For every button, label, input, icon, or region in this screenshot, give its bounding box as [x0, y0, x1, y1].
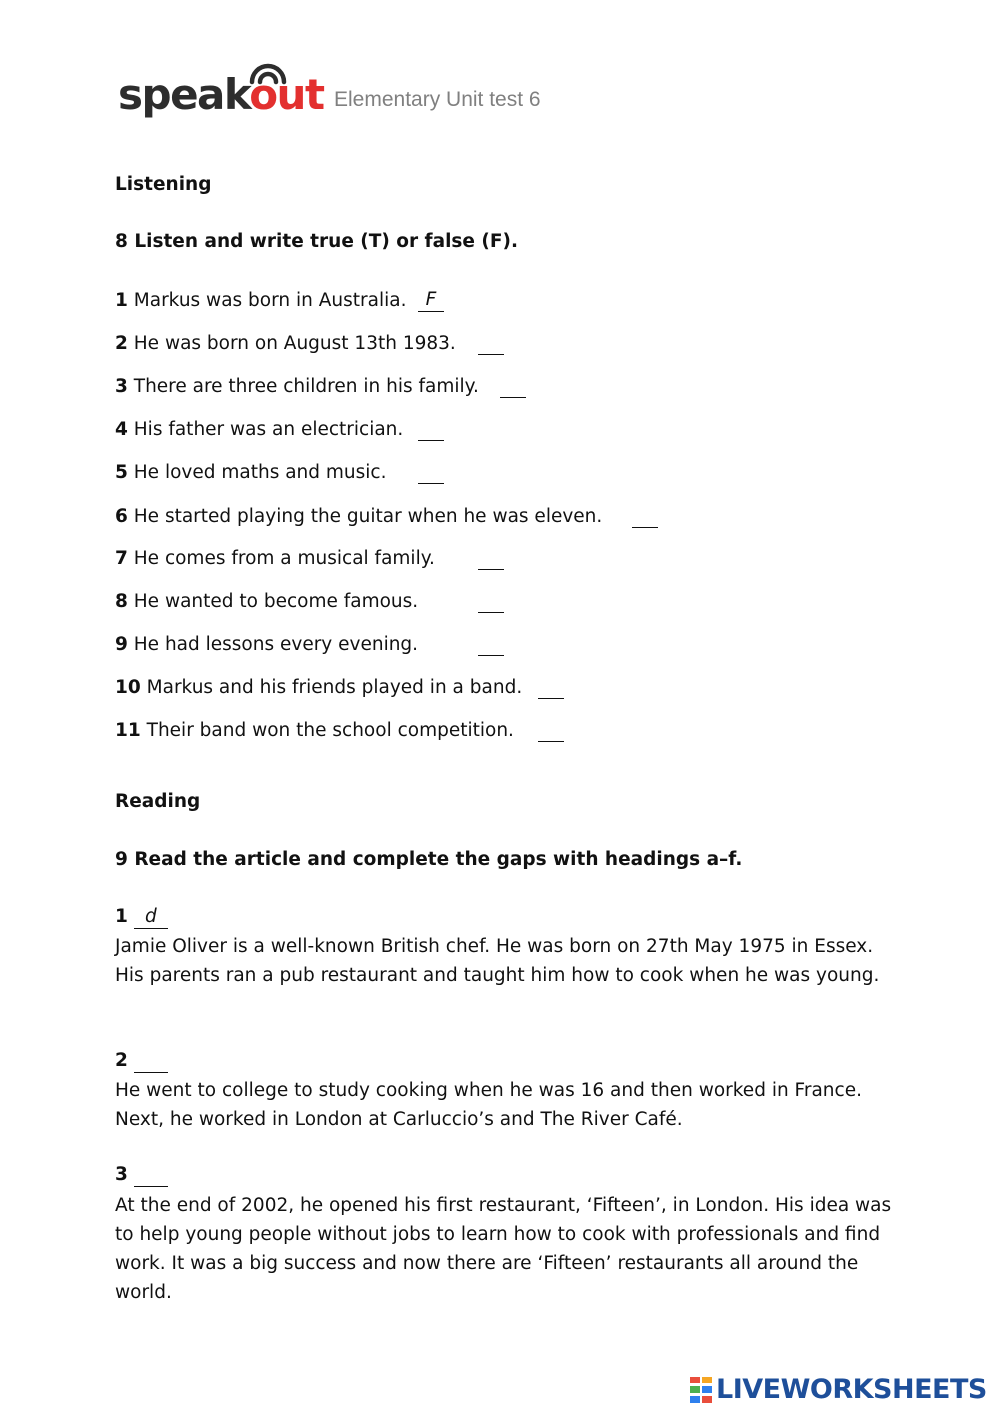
item-statement: Markus was born in Australia. [133, 290, 407, 311]
liveworksheets-text: LIVEWORKSHEETS [716, 1374, 987, 1405]
paragraph-gap [115, 1164, 168, 1188]
item-statement: He wanted to become famous. [133, 591, 419, 612]
paragraph-number: 1 [115, 906, 128, 927]
item-number: 8 [115, 591, 128, 612]
answer-blank[interactable] [632, 505, 658, 528]
item-statement: He was born on August 13th 1983. [133, 333, 456, 354]
item-statement: He loved maths and music. [133, 462, 387, 483]
listening-item [115, 590, 418, 614]
heading-answer-blank[interactable] [134, 1164, 168, 1187]
item-number: 1 [115, 290, 128, 311]
reading-instruction: 9 Read the article and complete the gaps with headings a–f. [115, 849, 743, 870]
listening-item [115, 719, 514, 743]
item-number: 9 [115, 634, 128, 655]
wm-square-2 [702, 1377, 712, 1383]
listening-item [115, 461, 386, 485]
item-statement: There are three children in his family. [133, 376, 479, 397]
listening-item [115, 289, 437, 313]
answer-blank[interactable] [418, 461, 444, 484]
item-number: 10 [115, 677, 141, 698]
listening-instruction: 8 Listen and write true (T) or false (F). [115, 231, 518, 252]
item-number: 3 [115, 376, 128, 397]
paragraph-gap [115, 1050, 168, 1074]
answer-blank[interactable] [478, 590, 504, 613]
listening-item [115, 418, 403, 442]
item-number: 2 [115, 333, 128, 354]
paragraph-text: He went to college to study cooking when he was 16 and then worked in France. Next, he worked in London at Carluccio’s and The River Café. [115, 1080, 862, 1130]
wm-square-4 [702, 1386, 712, 1393]
answer-blank[interactable] [538, 719, 564, 742]
answer-blank[interactable] [418, 418, 444, 441]
item-statement: He had lessons every evening. [133, 634, 419, 655]
listening-item [115, 375, 479, 399]
heading-answer-blank[interactable] [134, 1050, 168, 1073]
item-statement: His father was an electrician. [133, 419, 404, 440]
listening-item [115, 547, 435, 571]
paragraph-text: Jamie Oliver is a well-known British chef. He was born on 27th May 1975 in Essex. His parents ran a pub restaurant and taught him how to cook when he was young. [115, 936, 880, 986]
item-statement: Markus and his friends played in a band. [146, 677, 523, 698]
listening-item [115, 332, 456, 356]
item-statement: He comes from a musical family. [133, 548, 435, 569]
answer-blank[interactable] [478, 332, 504, 355]
logo-speak: speak [118, 70, 250, 119]
heading-answer-blank[interactable]: d [134, 906, 168, 929]
item-number: 11 [115, 720, 141, 741]
liveworksheets-logo-icon [690, 1377, 714, 1403]
item-number: 4 [115, 419, 128, 440]
paragraph-text: At the end of 2002, he opened his first restaurant, ‘Fifteen’, in London. His idea was to help young people without jobs to learn how to cook with professionals and find work. It was a big success and now there are ‘Fifteen’ restaurants all around the world. [115, 1195, 892, 1303]
wm-square-3 [690, 1386, 700, 1393]
answer-blank[interactable] [538, 676, 564, 699]
answer-blank[interactable] [500, 375, 526, 398]
answer-blank[interactable] [478, 633, 504, 656]
paragraph-gap [115, 906, 168, 930]
listening-item [115, 676, 522, 700]
listening-item [115, 505, 602, 529]
answer-blank[interactable]: F [418, 289, 444, 312]
listening-item [115, 633, 418, 657]
reading-section-title: Reading [115, 791, 201, 812]
paragraph-number: 2 [115, 1050, 128, 1071]
item-statement: He started playing the guitar when he was eleven. [133, 506, 603, 527]
item-number: 6 [115, 506, 128, 527]
item-number: 5 [115, 462, 128, 483]
unit-title: Elementary Unit test 6 [334, 88, 541, 111]
listening-section-title: Listening [115, 174, 212, 195]
logo-out: out [249, 70, 324, 119]
speakout-logo [118, 60, 324, 122]
item-number: 7 [115, 548, 128, 569]
wm-square-6 [702, 1396, 712, 1403]
item-statement: Their band won the school competition. [146, 720, 514, 741]
answer-blank[interactable] [478, 547, 504, 570]
logo-wordmark [118, 70, 324, 120]
wm-square-1 [690, 1377, 700, 1383]
paragraph-number: 3 [115, 1164, 128, 1185]
wm-square-5 [690, 1396, 700, 1403]
